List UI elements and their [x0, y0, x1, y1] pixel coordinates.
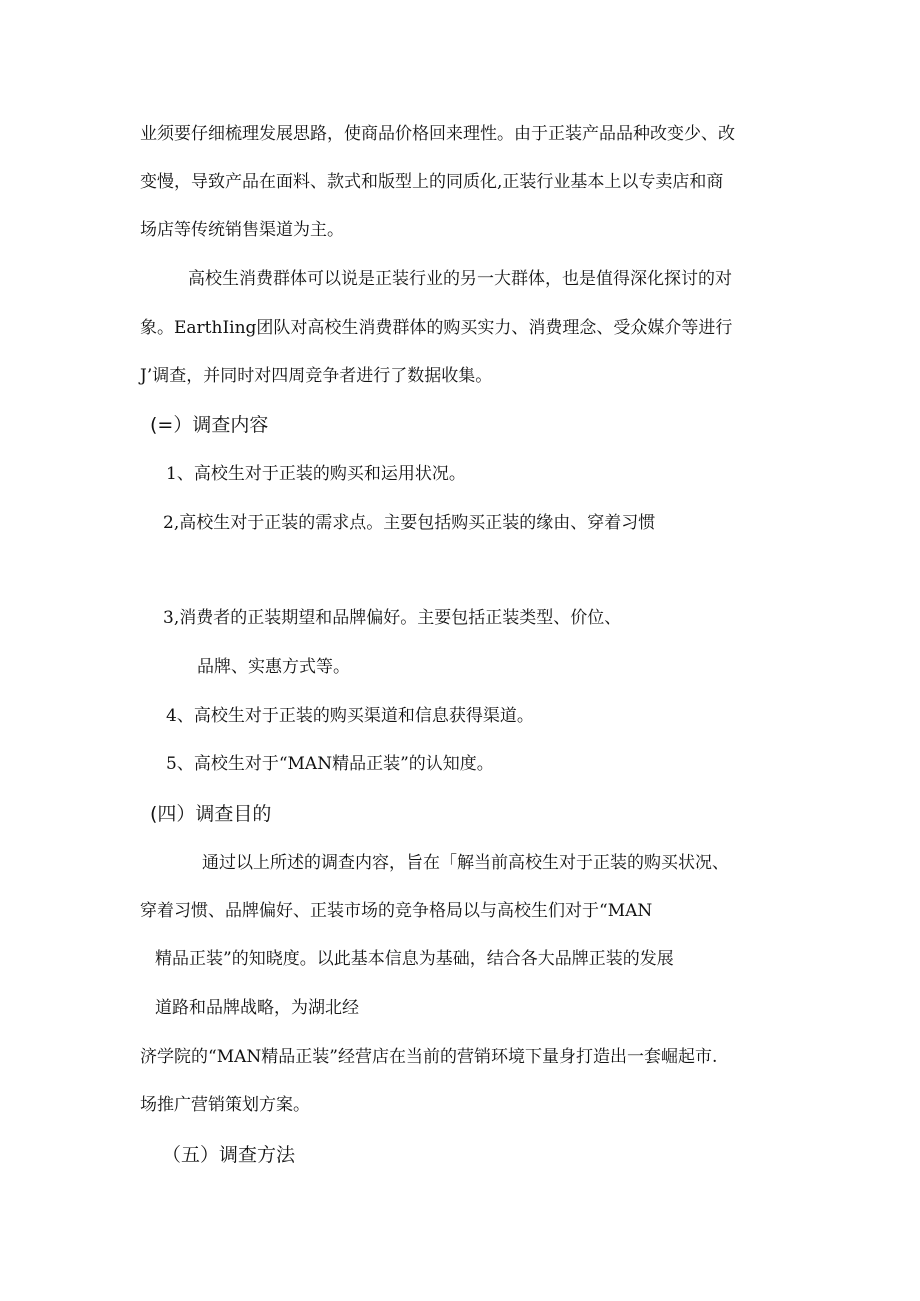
- paragraph-line: 穿着习惯、品牌偏好、正装市场的竞争格局以与高校生们对于“MAN: [140, 901, 653, 921]
- paragraph-line: 高校生消费群体可以说是正装行业的另一大群体，也是值得深化探讨的对: [188, 269, 732, 289]
- paragraph-line: 精品正装”的知晓度。以此基本信息为基础，结合各大品牌正装的发展: [155, 949, 674, 969]
- paragraph-line: 场店等传统销售渠道为主。: [140, 220, 344, 240]
- list-item: 4、高校生对于正装的购买渠道和信息获得渠道。: [166, 706, 534, 726]
- paragraph-line: 通过以上所述的调查内容，旨在「解当前高校生对于正装的购买状况、: [202, 853, 729, 873]
- section-heading-content: (=）调查内容: [150, 414, 269, 436]
- section-heading-purpose: (四）调查目的: [150, 803, 272, 825]
- section-heading-method: （五）调查方法: [162, 1144, 296, 1166]
- paragraph-line: 变慢，导致产品在面料、款式和版型上的同质化,正装行业基本上以专卖店和商: [140, 172, 724, 192]
- paragraph-line: J’调查，并同时对四周竞争者进行了数据收集。: [140, 366, 493, 386]
- paragraph-line: 道路和品牌战略，为湖北经: [155, 998, 359, 1018]
- list-item: 1、高校生对于正装的购买和运用状况。: [166, 464, 466, 484]
- paragraph-line: 场推广营销策划方案。: [140, 1095, 310, 1115]
- paragraph-line: 济学院的“MAN精品正装”经营店在当前的营销环境下量身打造出一套崛起市.: [140, 1047, 718, 1067]
- paragraph-line: 象。EarthIing团队对高校生消费群体的购买实力、消费理念、受众媒介等进行: [140, 318, 733, 338]
- list-item: 2,高校生对于正装的需求点。主要包括购买正装的缘由、穿着习惯: [163, 513, 656, 533]
- paragraph-line: 业须要仔细梳理发展思路，使商品价格回来理性。由于正装产品品种改变少、改: [140, 124, 735, 144]
- list-item-continuation: 品牌、实惠方式等。: [197, 657, 350, 677]
- list-item: 3,消费者的正装期望和品牌偏好。主要包括正装类型、价位、: [163, 608, 622, 628]
- list-item: 5、高校生对于“MAN精品正装”的认知度。: [166, 754, 494, 774]
